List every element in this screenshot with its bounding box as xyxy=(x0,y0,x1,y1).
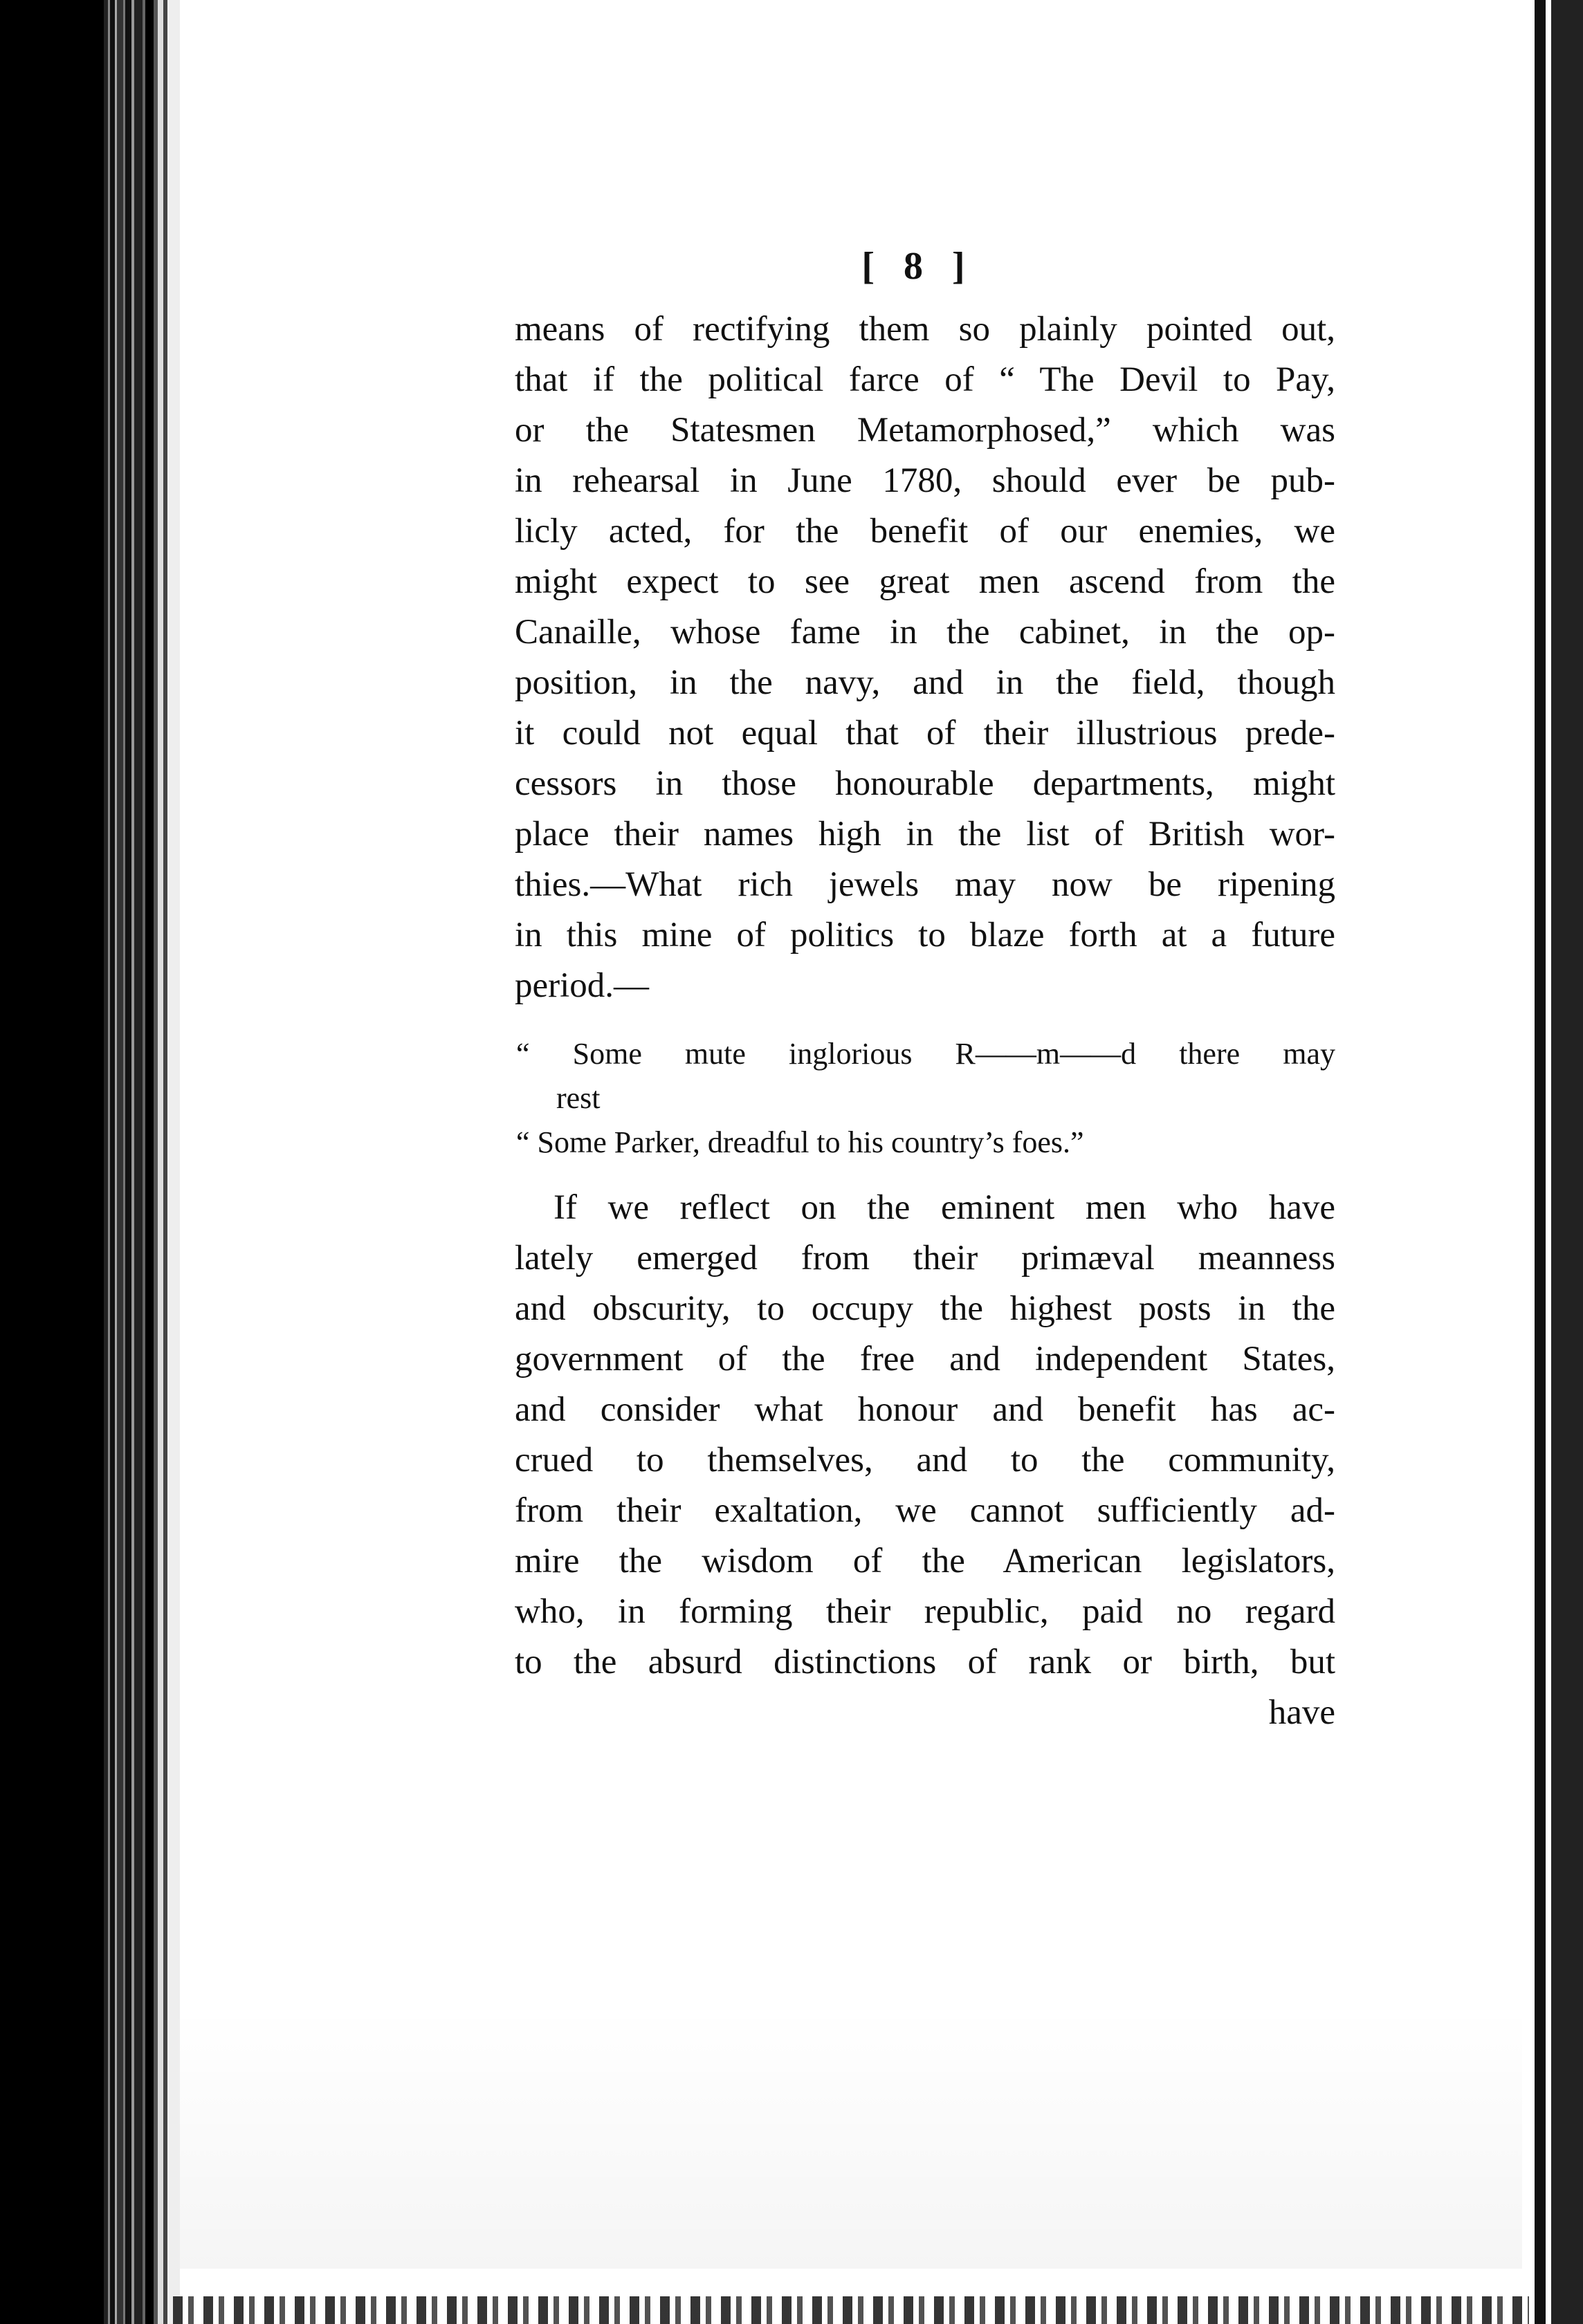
text-line: place their names high in the list of British wor- xyxy=(515,815,1335,854)
book-gutter-page-edges xyxy=(104,0,180,2324)
text-line: licly acted, for the benefit of our enemies, we xyxy=(515,512,1335,551)
scan-border-bottom xyxy=(173,2296,1529,2324)
scan-border-left xyxy=(0,0,104,2324)
text-line: that if the political farce of “ The Devil to Pay, xyxy=(515,360,1335,399)
verse-line: “ Some mute inglorious R——m——d there may xyxy=(516,1037,1335,1071)
text-line: from their exaltation, we cannot sufficiently ad- xyxy=(515,1491,1335,1530)
verse-line: “ Some Parker, dreadful to his country’s foes.” xyxy=(516,1125,1084,1159)
text-line: it could not equal that of their illustrious prede- xyxy=(515,714,1335,753)
text-line: who, in forming their republic, paid no regard xyxy=(515,1592,1335,1631)
text-line: Canaille, whose fame in the cabinet, in the op- xyxy=(515,613,1335,652)
text-line: lately emerged from their primæval meanness xyxy=(515,1239,1335,1278)
text-line: in this mine of politics to blaze forth at a future xyxy=(515,916,1335,954)
paragraph-1 xyxy=(515,304,1335,1011)
catchword: have xyxy=(1268,1693,1335,1732)
text-line: might expect to see great men ascend from the xyxy=(515,562,1335,601)
verse-quotation xyxy=(515,1032,1335,1165)
text-line: period.— xyxy=(515,966,650,1005)
text-line: crued to themselves, and to the community, xyxy=(515,1441,1335,1479)
text-line: cessors in those honourable departments, might xyxy=(515,764,1335,803)
page-shadow xyxy=(180,2006,1522,2269)
text-line: means of rectifying them so plainly pointed out, xyxy=(515,310,1335,349)
text-line: and obscurity, to occupy the highest posts in the xyxy=(515,1289,1335,1328)
text-line: and consider what honour and benefit has ac- xyxy=(515,1390,1335,1429)
text-line: to the absurd distinctions of rank or birth, but xyxy=(515,1643,1335,1681)
text-block xyxy=(515,228,1335,1738)
text-line: mire the wisdom of the American legislators, xyxy=(515,1542,1335,1580)
text-line: or the Statesmen Metamorphosed,” which was xyxy=(515,411,1335,450)
page-number: [ 8 ] xyxy=(861,245,975,288)
scan-border-right xyxy=(1528,0,1583,2324)
text-line: thies.—What rich jewels may now be ripening xyxy=(515,865,1335,904)
text-line: in rehearsal in June 1780, should ever be pub- xyxy=(515,461,1335,500)
verse-line: rest xyxy=(556,1081,601,1115)
paragraph-2 xyxy=(515,1183,1335,1688)
text-line: government of the free and independent States, xyxy=(515,1340,1335,1378)
text-line: position, in the navy, and in the field, though xyxy=(515,663,1335,702)
text-line: If we reflect on the eminent men who have xyxy=(553,1188,1335,1227)
